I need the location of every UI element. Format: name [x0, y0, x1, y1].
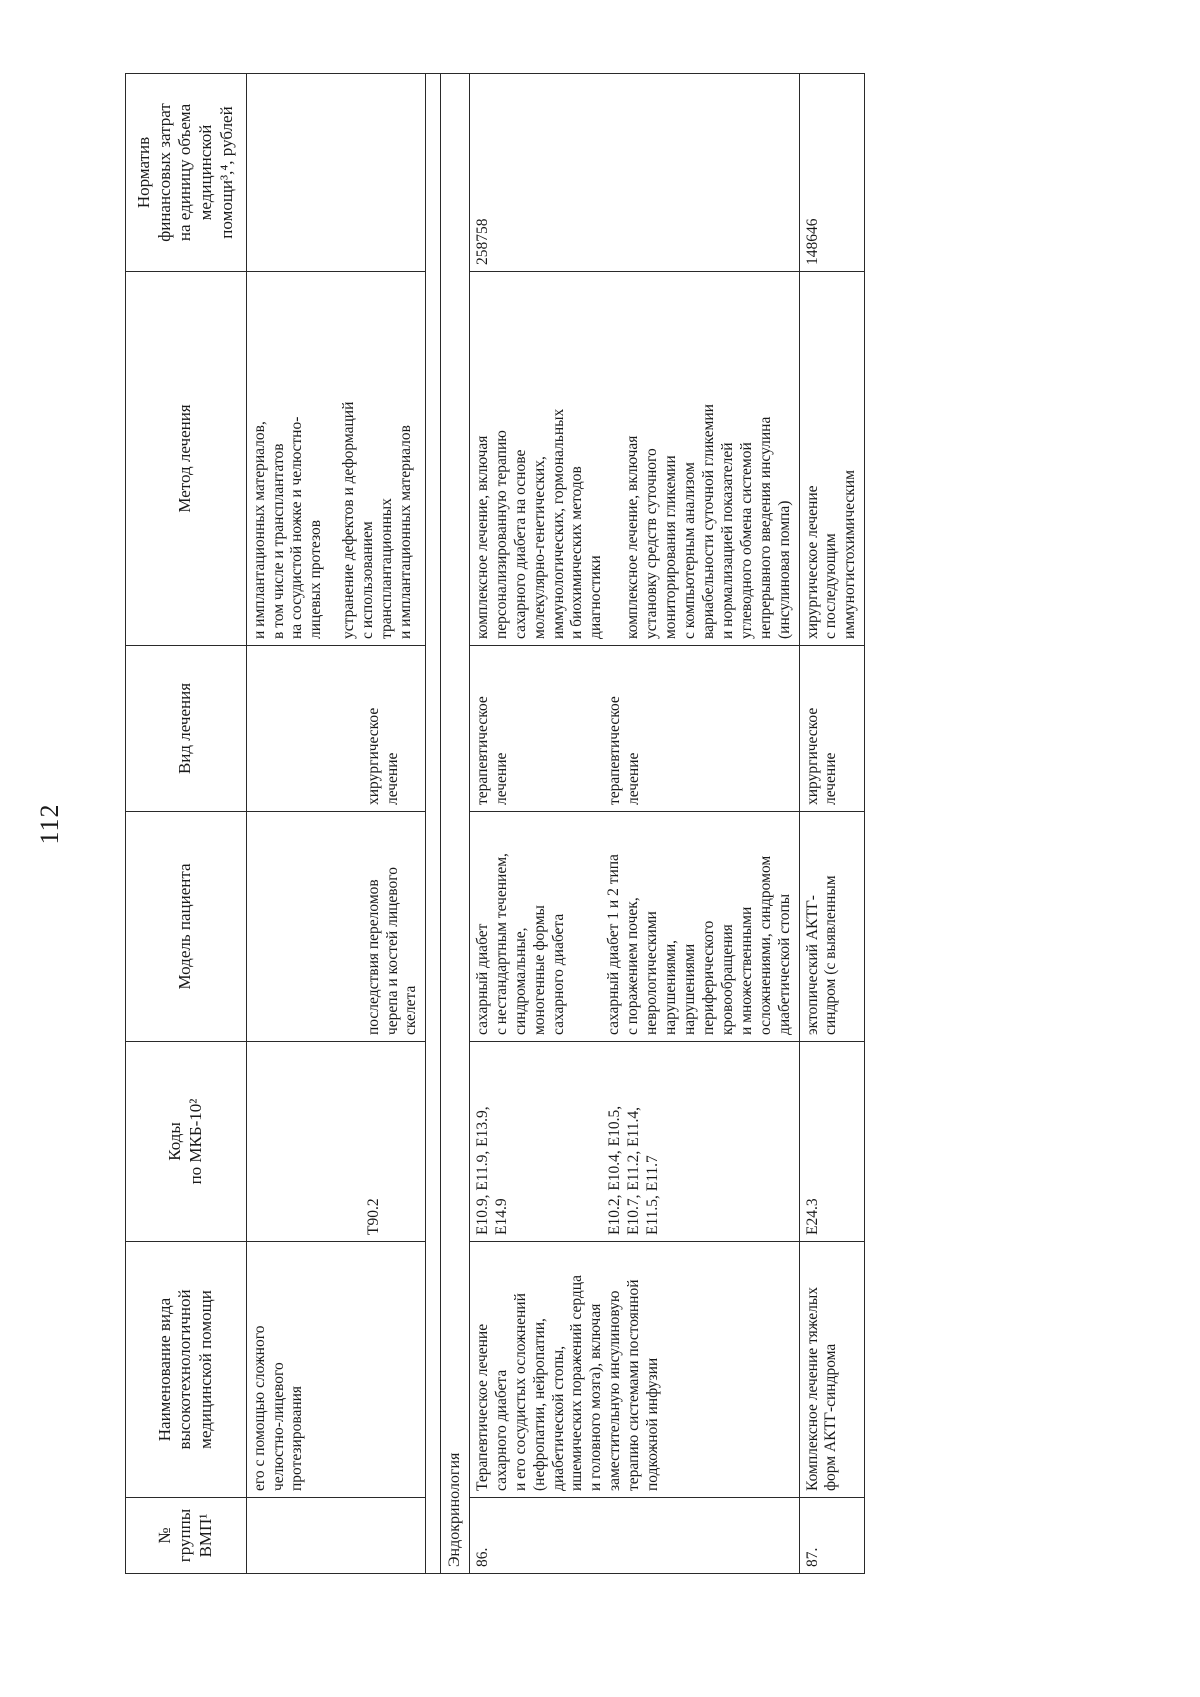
cont-model: последствия переломов черепа и костей лицевого скелета	[246, 812, 426, 1042]
treatment-type: терапевтическое лечение терапевтическое лечение	[469, 646, 799, 812]
treatment-type: хирургическое лечение	[799, 646, 865, 812]
header-treatment-method: Метод лечения	[126, 272, 247, 646]
section-title: Эндокринология	[441, 74, 470, 1574]
cont-method: и имплантационных материалов, в том числе и трансплантатов на сосудистой ножке и челюстно- лицевых протезов устранение дефектов и деформаций с использованием трансплантационных и имплантационных материалов	[246, 272, 426, 646]
care-name: Терапевтическое лечение сахарного диабета и его сосудистых осложнений (нефропатии, нейропатии, диабетической стопы, ишемических поражений сердца и головного мозга), включая заместительную инсулиновую терапию системами постоянной подкожной инфузии	[469, 1242, 799, 1498]
cost-norm: 258758	[469, 74, 799, 272]
vmp-table	[125, 73, 865, 1574]
cont-type: хирургическое лечение	[246, 646, 426, 812]
header-patient-model: Модель пациента	[126, 812, 247, 1042]
group-number: 87.	[799, 1498, 865, 1574]
header-treatment-type: Вид лечения	[126, 646, 247, 812]
group-number: 86.	[469, 1498, 799, 1574]
table-row	[469, 74, 799, 1574]
header-icd-codes: Коды по МКБ-10²	[126, 1042, 247, 1242]
header-group-number: № группы ВМП¹	[126, 1498, 247, 1574]
cont-norm	[246, 74, 426, 272]
section-row	[441, 74, 470, 1574]
icd-codes: E10.9, E11.9, E13.9, E14.9 E10.2, E10.4, E10.5, E10.7, E11.2, E11.4, E11.5, E11.7	[469, 1042, 799, 1242]
header-cost-norm: Норматив финансовых затрат на единицу объема медицинской помощи³,⁴, рублей	[126, 74, 247, 272]
cost-norm: 148646	[799, 74, 865, 272]
table-row	[799, 74, 865, 1574]
spacer-row	[426, 74, 441, 1574]
page-number: 112	[35, 803, 64, 845]
cont-codes: T90.2	[246, 1042, 426, 1242]
treatment-method: комплексное лечение, включая персонализированную терапию сахарного диабета на основе молекулярно-генетических, иммунологических, гормональных и биохимических методов диагностики комплексное лечение, включая установку средств суточного мониторирования гликемии с компьютерным анализом вариабельности суточной гликемии и нормализацией показателей углеводного обмена системой непрерывного введения инсулина (инсулиновая помпа)	[469, 272, 799, 646]
cont-number	[246, 1498, 426, 1574]
cont-name: его с помощью сложного челюстно-лицевого протезирования	[246, 1242, 426, 1498]
continuation-row	[246, 74, 426, 1574]
patient-model: эктопический АКТГ- синдром (с выявленным	[799, 812, 865, 1042]
care-name: Комплексное лечение тяжелых форм АКТГ-синдрома	[799, 1242, 865, 1498]
patient-model: сахарный диабет с нестандартным течением, синдромальные, моногенные формы сахарного диабета сахарный диабет 1 и 2 типа с поражением почек, неврологическими нарушениями, нарушениями периферического кровообращения и множественными осложнениями, синдромом диабетической стопы	[469, 812, 799, 1042]
header-care-name: Наименование вида высокотехнологичной медицинской помощи	[126, 1242, 247, 1498]
treatment-method: хирургическое лечение с последующим иммуногистохимическим	[799, 272, 865, 646]
table-header-row	[126, 74, 247, 1574]
rotated-page	[35, 74, 1065, 1574]
icd-codes: E24.3	[799, 1042, 865, 1242]
